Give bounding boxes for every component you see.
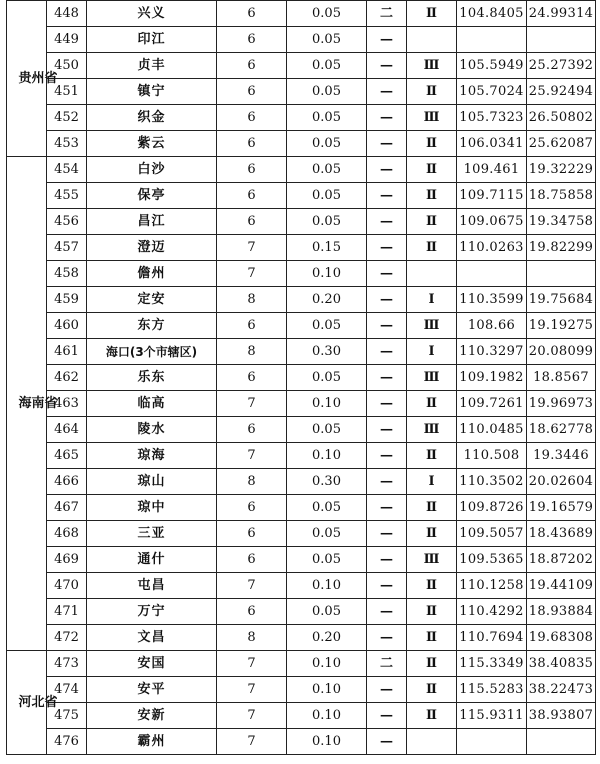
- table-row: [7, 157, 596, 183]
- design-group-cell: —: [367, 183, 407, 209]
- site-class-cell: Ⅲ: [407, 547, 457, 573]
- row-number-cell: 448: [47, 1, 87, 27]
- latitude-cell: 25.62087: [527, 131, 596, 157]
- design-group-cell: —: [367, 27, 407, 53]
- intensity-cell: 7: [217, 651, 287, 677]
- design-group-cell: 二: [367, 651, 407, 677]
- acceleration-cell: 0.15: [287, 235, 367, 261]
- seismic-parameter-table-page: [6, 0, 595, 755]
- intensity-cell: 6: [217, 521, 287, 547]
- longitude-cell: 110.3599: [457, 287, 527, 313]
- longitude-cell: 110.1258: [457, 573, 527, 599]
- site-class-cell: [407, 27, 457, 53]
- row-number-cell: 476: [47, 729, 87, 755]
- site-class-cell: Ⅲ: [407, 417, 457, 443]
- table-row: [7, 79, 596, 105]
- site-class-cell: Ⅱ: [407, 495, 457, 521]
- site-class-cell: Ⅰ: [407, 469, 457, 495]
- site-class-cell: Ⅲ: [407, 313, 457, 339]
- intensity-cell: 6: [217, 27, 287, 53]
- row-number-cell: 453: [47, 131, 87, 157]
- city-name-cell: 儋州: [87, 261, 217, 287]
- design-group-cell: —: [367, 79, 407, 105]
- acceleration-cell: 0.05: [287, 313, 367, 339]
- intensity-cell: 8: [217, 339, 287, 365]
- intensity-cell: 6: [217, 313, 287, 339]
- longitude-cell: 110.4292: [457, 599, 527, 625]
- design-group-cell: 二: [367, 1, 407, 27]
- acceleration-cell: 0.10: [287, 391, 367, 417]
- longitude-cell: 115.9311: [457, 703, 527, 729]
- table-row: [7, 1, 596, 27]
- table-row: [7, 183, 596, 209]
- design-group-cell: —: [367, 729, 407, 755]
- design-group-cell: —: [367, 443, 407, 469]
- province-cell: [7, 1, 58, 157]
- row-number-cell: 469: [47, 547, 87, 573]
- city-name-cell: 镇宁: [87, 79, 217, 105]
- row-number-cell: 460: [47, 313, 87, 339]
- longitude-cell: 109.5365: [457, 547, 527, 573]
- acceleration-cell: 0.10: [287, 573, 367, 599]
- design-group-cell: —: [367, 339, 407, 365]
- longitude-cell: 115.5283: [457, 677, 527, 703]
- site-class-cell: Ⅱ: [407, 625, 457, 651]
- row-number-cell: 466: [47, 469, 87, 495]
- acceleration-cell: 0.20: [287, 287, 367, 313]
- design-group-cell: —: [367, 547, 407, 573]
- row-number-cell: 463: [47, 391, 87, 417]
- latitude-cell: 19.19275: [527, 313, 596, 339]
- latitude-cell: 18.62778: [527, 417, 596, 443]
- latitude-cell: [527, 261, 596, 287]
- acceleration-cell: 0.05: [287, 79, 367, 105]
- row-number-cell: 455: [47, 183, 87, 209]
- longitude-cell: 105.7024: [457, 79, 527, 105]
- latitude-cell: 25.92494: [527, 79, 596, 105]
- design-group-cell: —: [367, 287, 407, 313]
- city-name-cell: 文昌: [87, 625, 217, 651]
- table-row: [7, 365, 596, 391]
- latitude-cell: 18.93884: [527, 599, 596, 625]
- intensity-cell: 8: [217, 469, 287, 495]
- design-group-cell: —: [367, 625, 407, 651]
- longitude-cell: 110.0485: [457, 417, 527, 443]
- table-row: [7, 703, 596, 729]
- site-class-cell: Ⅱ: [407, 677, 457, 703]
- province-name: 贵州省: [18, 70, 58, 86]
- longitude-cell: 110.0263: [457, 235, 527, 261]
- table-row: [7, 443, 596, 469]
- table-body: [7, 1, 596, 755]
- intensity-cell: 7: [217, 677, 287, 703]
- intensity-cell: 6: [217, 131, 287, 157]
- city-name-cell: 安平: [87, 677, 217, 703]
- longitude-cell: 110.3297: [457, 339, 527, 365]
- acceleration-cell: 0.05: [287, 131, 367, 157]
- longitude-cell: [457, 27, 527, 53]
- city-name-cell: 海口(3个市辖区): [87, 339, 217, 365]
- latitude-cell: 19.68308: [527, 625, 596, 651]
- intensity-cell: 6: [217, 79, 287, 105]
- table-row: [7, 573, 596, 599]
- acceleration-cell: 0.10: [287, 443, 367, 469]
- seismic-parameter-table: [6, 0, 596, 755]
- site-class-cell: Ⅱ: [407, 703, 457, 729]
- longitude-cell: 109.1982: [457, 365, 527, 391]
- city-name-cell: 霸州: [87, 729, 217, 755]
- table-row: [7, 27, 596, 53]
- table-row: [7, 53, 596, 79]
- longitude-cell: 105.5949: [457, 53, 527, 79]
- table-row: [7, 469, 596, 495]
- intensity-cell: 7: [217, 729, 287, 755]
- longitude-cell: 110.7694: [457, 625, 527, 651]
- intensity-cell: 6: [217, 495, 287, 521]
- intensity-cell: 6: [217, 547, 287, 573]
- table-row: [7, 729, 596, 755]
- site-class-cell: Ⅱ: [407, 235, 457, 261]
- latitude-cell: 20.02604: [527, 469, 596, 495]
- latitude-cell: 38.93807: [527, 703, 596, 729]
- row-number-cell: 457: [47, 235, 87, 261]
- city-name-cell: 白沙: [87, 157, 217, 183]
- latitude-cell: 19.34758: [527, 209, 596, 235]
- table-row: [7, 105, 596, 131]
- site-class-cell: [407, 261, 457, 287]
- city-name-cell: 三亚: [87, 521, 217, 547]
- acceleration-cell: 0.20: [287, 625, 367, 651]
- design-group-cell: —: [367, 209, 407, 235]
- site-class-cell: Ⅱ: [407, 183, 457, 209]
- design-group-cell: —: [367, 417, 407, 443]
- latitude-cell: 18.87202: [527, 547, 596, 573]
- city-name-cell: 贞丰: [87, 53, 217, 79]
- design-group-cell: —: [367, 235, 407, 261]
- intensity-cell: 7: [217, 573, 287, 599]
- design-group-cell: —: [367, 365, 407, 391]
- acceleration-cell: 0.10: [287, 261, 367, 287]
- intensity-cell: 7: [217, 391, 287, 417]
- table-row: [7, 625, 596, 651]
- latitude-cell: 19.82299: [527, 235, 596, 261]
- row-number-cell: 454: [47, 157, 87, 183]
- intensity-cell: 7: [217, 235, 287, 261]
- province-name: 河北省: [18, 694, 58, 710]
- site-class-cell: Ⅱ: [407, 157, 457, 183]
- latitude-cell: 19.44109: [527, 573, 596, 599]
- table-row: [7, 209, 596, 235]
- site-class-cell: Ⅲ: [407, 105, 457, 131]
- table-row: [7, 391, 596, 417]
- table-row: [7, 495, 596, 521]
- site-class-cell: Ⅱ: [407, 651, 457, 677]
- acceleration-cell: 0.05: [287, 105, 367, 131]
- site-class-cell: Ⅲ: [407, 365, 457, 391]
- city-name-cell: 琼山: [87, 469, 217, 495]
- city-name-cell: 印江: [87, 27, 217, 53]
- row-number-cell: 450: [47, 53, 87, 79]
- latitude-cell: 20.08099: [527, 339, 596, 365]
- longitude-cell: 110.508: [457, 443, 527, 469]
- province-cell: [7, 651, 58, 755]
- row-number-cell: 475: [47, 703, 87, 729]
- site-class-cell: Ⅱ: [407, 391, 457, 417]
- latitude-cell: 38.40835: [527, 651, 596, 677]
- intensity-cell: 6: [217, 1, 287, 27]
- city-name-cell: 琼中: [87, 495, 217, 521]
- acceleration-cell: 0.10: [287, 729, 367, 755]
- city-name-cell: 定安: [87, 287, 217, 313]
- design-group-cell: —: [367, 391, 407, 417]
- latitude-cell: [527, 729, 596, 755]
- table-row: [7, 131, 596, 157]
- city-name-cell: 保亭: [87, 183, 217, 209]
- longitude-cell: 110.3502: [457, 469, 527, 495]
- design-group-cell: —: [367, 469, 407, 495]
- city-name-cell: 通什: [87, 547, 217, 573]
- design-group-cell: —: [367, 677, 407, 703]
- row-number-cell: 468: [47, 521, 87, 547]
- table-row: [7, 261, 596, 287]
- design-group-cell: —: [367, 521, 407, 547]
- row-number-cell: 456: [47, 209, 87, 235]
- acceleration-cell: 0.05: [287, 27, 367, 53]
- city-name-cell: 紫云: [87, 131, 217, 157]
- design-group-cell: —: [367, 53, 407, 79]
- city-name-cell: 织金: [87, 105, 217, 131]
- latitude-cell: 18.43689: [527, 521, 596, 547]
- intensity-cell: 6: [217, 183, 287, 209]
- row-number-cell: 462: [47, 365, 87, 391]
- table-row: [7, 235, 596, 261]
- table-row: [7, 417, 596, 443]
- intensity-cell: 6: [217, 599, 287, 625]
- acceleration-cell: 0.05: [287, 521, 367, 547]
- acceleration-cell: 0.05: [287, 547, 367, 573]
- site-class-cell: [407, 729, 457, 755]
- site-class-cell: Ⅱ: [407, 1, 457, 27]
- row-number-cell: 465: [47, 443, 87, 469]
- city-name-cell: 东方: [87, 313, 217, 339]
- site-class-cell: Ⅰ: [407, 287, 457, 313]
- latitude-cell: 19.75684: [527, 287, 596, 313]
- row-number-cell: 473: [47, 651, 87, 677]
- acceleration-cell: 0.05: [287, 417, 367, 443]
- table-row: [7, 521, 596, 547]
- site-class-cell: Ⅱ: [407, 131, 457, 157]
- acceleration-cell: 0.05: [287, 157, 367, 183]
- latitude-cell: 19.3446: [527, 443, 596, 469]
- latitude-cell: 38.22473: [527, 677, 596, 703]
- row-number-cell: 461: [47, 339, 87, 365]
- acceleration-cell: 0.05: [287, 183, 367, 209]
- longitude-cell: 106.0341: [457, 131, 527, 157]
- longitude-cell: 108.66: [457, 313, 527, 339]
- intensity-cell: 6: [217, 53, 287, 79]
- design-group-cell: —: [367, 261, 407, 287]
- site-class-cell: Ⅱ: [407, 443, 457, 469]
- latitude-cell: 19.96973: [527, 391, 596, 417]
- site-class-cell: Ⅱ: [407, 599, 457, 625]
- design-group-cell: —: [367, 495, 407, 521]
- design-group-cell: —: [367, 573, 407, 599]
- city-name-cell: 乐东: [87, 365, 217, 391]
- row-number-cell: 474: [47, 677, 87, 703]
- city-name-cell: 兴义: [87, 1, 217, 27]
- intensity-cell: 6: [217, 365, 287, 391]
- table-row: [7, 339, 596, 365]
- site-class-cell: Ⅱ: [407, 521, 457, 547]
- longitude-cell: 109.8726: [457, 495, 527, 521]
- intensity-cell: 7: [217, 703, 287, 729]
- acceleration-cell: 0.05: [287, 365, 367, 391]
- acceleration-cell: 0.10: [287, 677, 367, 703]
- city-name-cell: 临高: [87, 391, 217, 417]
- site-class-cell: Ⅲ: [407, 53, 457, 79]
- longitude-cell: [457, 261, 527, 287]
- latitude-cell: 24.99314: [527, 1, 596, 27]
- latitude-cell: 26.50802: [527, 105, 596, 131]
- row-number-cell: 449: [47, 27, 87, 53]
- row-number-cell: 472: [47, 625, 87, 651]
- site-class-cell: Ⅱ: [407, 79, 457, 105]
- design-group-cell: —: [367, 157, 407, 183]
- table-row: [7, 313, 596, 339]
- intensity-cell: 8: [217, 287, 287, 313]
- row-number-cell: 470: [47, 573, 87, 599]
- latitude-cell: 18.75858: [527, 183, 596, 209]
- acceleration-cell: 0.05: [287, 1, 367, 27]
- acceleration-cell: 0.05: [287, 599, 367, 625]
- acceleration-cell: 0.10: [287, 651, 367, 677]
- table-row: [7, 287, 596, 313]
- province-cell: [7, 157, 58, 651]
- row-number-cell: 464: [47, 417, 87, 443]
- table-row: [7, 547, 596, 573]
- longitude-cell: 109.461: [457, 157, 527, 183]
- city-name-cell: 屯昌: [87, 573, 217, 599]
- intensity-cell: 6: [217, 105, 287, 131]
- province-name: 海南省: [18, 395, 58, 411]
- city-name-cell: 昌江: [87, 209, 217, 235]
- design-group-cell: —: [367, 105, 407, 131]
- longitude-cell: 109.7261: [457, 391, 527, 417]
- acceleration-cell: 0.05: [287, 495, 367, 521]
- city-name-cell: 安新: [87, 703, 217, 729]
- acceleration-cell: 0.30: [287, 339, 367, 365]
- acceleration-cell: 0.10: [287, 703, 367, 729]
- design-group-cell: —: [367, 131, 407, 157]
- latitude-cell: 19.16579: [527, 495, 596, 521]
- acceleration-cell: 0.05: [287, 209, 367, 235]
- longitude-cell: 105.7323: [457, 105, 527, 131]
- acceleration-cell: 0.05: [287, 53, 367, 79]
- row-number-cell: 471: [47, 599, 87, 625]
- design-group-cell: —: [367, 313, 407, 339]
- site-class-cell: Ⅰ: [407, 339, 457, 365]
- city-name-cell: 琼海: [87, 443, 217, 469]
- site-class-cell: Ⅱ: [407, 573, 457, 599]
- latitude-cell: [527, 27, 596, 53]
- intensity-cell: 6: [217, 209, 287, 235]
- intensity-cell: 8: [217, 625, 287, 651]
- longitude-cell: 115.3349: [457, 651, 527, 677]
- intensity-cell: 6: [217, 157, 287, 183]
- city-name-cell: 陵水: [87, 417, 217, 443]
- row-number-cell: 451: [47, 79, 87, 105]
- row-number-cell: 467: [47, 495, 87, 521]
- row-number-cell: 459: [47, 287, 87, 313]
- latitude-cell: 19.32229: [527, 157, 596, 183]
- longitude-cell: 109.5057: [457, 521, 527, 547]
- table-row: [7, 677, 596, 703]
- latitude-cell: 25.27392: [527, 53, 596, 79]
- row-number-cell: 458: [47, 261, 87, 287]
- longitude-cell: [457, 729, 527, 755]
- acceleration-cell: 0.30: [287, 469, 367, 495]
- row-number-cell: 452: [47, 105, 87, 131]
- design-group-cell: —: [367, 599, 407, 625]
- intensity-cell: 7: [217, 261, 287, 287]
- longitude-cell: 109.0675: [457, 209, 527, 235]
- intensity-cell: 7: [217, 443, 287, 469]
- city-name-cell: 澄迈: [87, 235, 217, 261]
- longitude-cell: 109.7115: [457, 183, 527, 209]
- city-name-cell: 安国: [87, 651, 217, 677]
- longitude-cell: 104.8405: [457, 1, 527, 27]
- latitude-cell: 18.8567: [527, 365, 596, 391]
- city-name-cell: 万宁: [87, 599, 217, 625]
- intensity-cell: 6: [217, 417, 287, 443]
- design-group-cell: —: [367, 703, 407, 729]
- table-row: [7, 651, 596, 677]
- table-row: [7, 599, 596, 625]
- site-class-cell: Ⅱ: [407, 209, 457, 235]
